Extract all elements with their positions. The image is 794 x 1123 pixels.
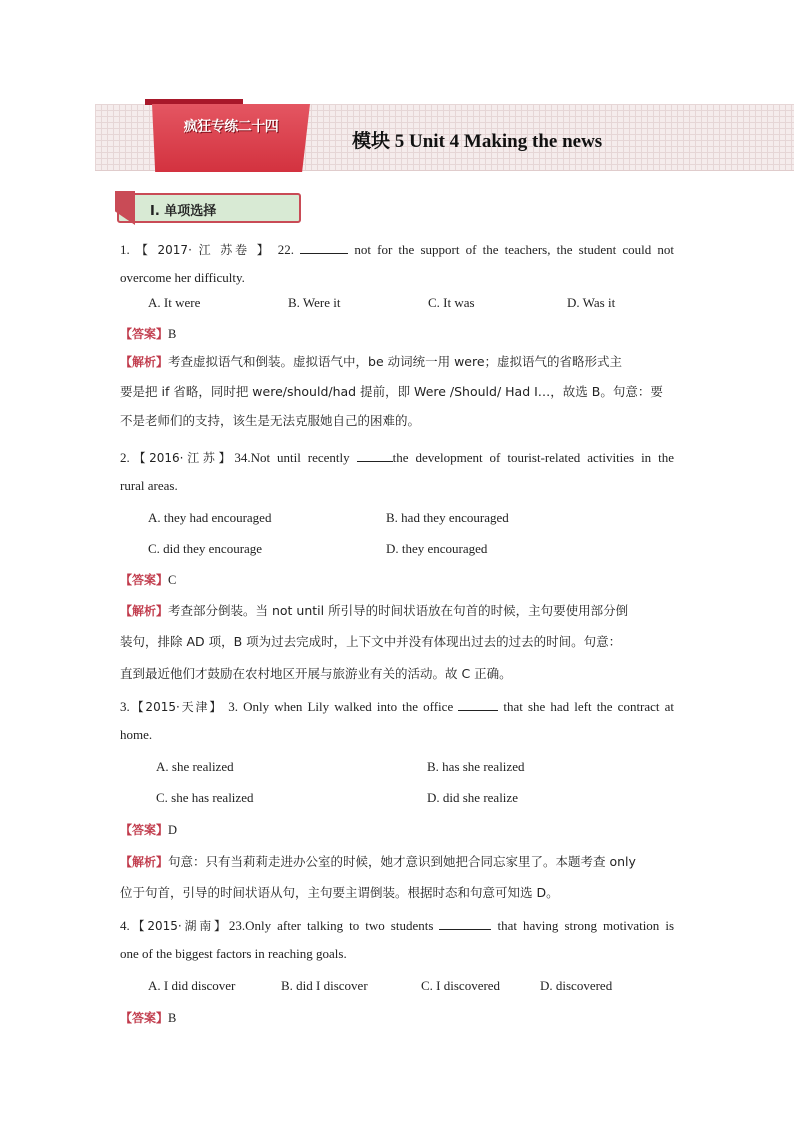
question-text: the development of tourist-related activities in the [392, 450, 675, 465]
option-c: C. I discovered [421, 978, 501, 993]
analysis-label: 【解析】 [120, 604, 169, 618]
answer-line [120, 822, 674, 838]
question-original-number: 34. [234, 450, 251, 465]
option-b: B. has she realized [427, 759, 525, 774]
option-d: D. did she realize [427, 790, 518, 805]
answer-value: B [168, 1011, 177, 1025]
answer-line [120, 572, 674, 588]
question-2-line-1 [120, 449, 674, 466]
question-number: 2. [120, 450, 130, 465]
question-source: 【2015·天津】 [129, 700, 224, 714]
answer-blank [458, 698, 498, 711]
question-2-line-2: rural areas. [120, 478, 178, 493]
answer-blank [439, 917, 491, 930]
page-title: 模块 5 Unit 4 Making the news [352, 131, 603, 152]
answer-line [120, 326, 674, 342]
answer-value: B [168, 327, 177, 341]
analysis-label: 【解析】 [120, 355, 169, 369]
question-original-number: 3. [228, 699, 239, 714]
question-text: Only when Lily walked into the office [243, 699, 454, 714]
answer-value: D [168, 823, 178, 837]
answer-blank [357, 449, 393, 462]
question-text: Not until recently [250, 450, 350, 465]
option-c: C. It was [428, 295, 475, 310]
answer-blank [300, 241, 348, 254]
analysis-label: 【解析】 [120, 855, 169, 869]
question-source: 【2015·湖南】 [129, 919, 229, 933]
analysis-line: 位于句首，引导的时间状语从句，主句要主谓倒装。根据时态和句意可知选 D。 [120, 885, 559, 900]
option-c: C. she has realized [156, 790, 254, 805]
analysis-line: 不是老师们的支持，该生是无法克服她自己的困难的。 [120, 413, 421, 428]
option-b: B. Were it [288, 295, 341, 310]
answer-label: 【答案】 [120, 1011, 169, 1025]
analysis-line: 要是把 if 省略，同时把 were/should/had 提前，即 Were /Should/ Had I…，故选 B。句意：要 [120, 384, 663, 399]
question-1-line-2: overcome her difficulty. [120, 270, 245, 285]
analysis-line [120, 354, 674, 370]
option-a: A. It were [148, 295, 201, 310]
question-text: not for the support of the teachers, the student could not [354, 242, 675, 257]
option-a: A. she realized [156, 759, 234, 774]
question-original-number: 23. [228, 918, 246, 933]
question-original-number: 22. [277, 242, 295, 257]
answer-value: C [168, 573, 177, 587]
question-source: 【2016·江苏】 [129, 451, 235, 465]
analysis-line: 直到最近他们才鼓励在农村地区开展与旅游业有关的活动。故 C 正确。 [120, 666, 512, 681]
option-d: D. Was it [567, 295, 616, 310]
answer-label: 【答案】 [120, 573, 169, 587]
question-source: 【 2017· 江 苏卷 】 [135, 243, 272, 257]
question-3-line-1 [120, 698, 674, 715]
question-text: that having strong motivation is [497, 918, 675, 933]
question-3-line-2: home. [120, 727, 153, 742]
ribbon-banner [152, 104, 310, 172]
option-a: A. I did discover [148, 978, 236, 993]
question-number: 4. [120, 918, 130, 933]
question-number: 3. [120, 699, 130, 714]
option-d: D. discovered [540, 978, 613, 993]
question-4-line-1 [120, 917, 674, 934]
analysis-text: 考查虚拟语气和倒装。虚拟语气中，be 动词统一用 were；虚拟语气的省略形式主 [168, 354, 623, 369]
analysis-line [120, 854, 674, 870]
section-label: Ⅰ. 单项选择 [150, 204, 217, 219]
analysis-text: 句意：只有当莉莉走进办公室的时候，她才意识到她把合同忘家里了。本题考查 only [168, 854, 636, 869]
option-d: D. they encouraged [386, 541, 488, 556]
answer-label: 【答案】 [120, 823, 169, 837]
analysis-line: 装句，排除 AD 项，B 项为过去完成时，上下文中并没有体现出过去的过去的时间。句意： [120, 634, 622, 649]
analysis-text: 考查部分倒装。当 not until 所引导的时间状语放在句首的时候，主句要使用部分倒 [168, 603, 629, 618]
option-c: C. did they encourage [148, 541, 263, 556]
question-text: that she had left the contract at [503, 699, 675, 714]
question-text: Only after talking to two students [245, 918, 434, 933]
option-b: B. had they encouraged [386, 510, 509, 525]
answer-label: 【答案】 [120, 327, 169, 341]
question-1-line-1 [120, 241, 674, 258]
option-b: B. did I discover [281, 978, 368, 993]
ribbon-text: 疯狂专练二十四 [183, 119, 279, 135]
analysis-line [120, 603, 674, 619]
option-a: A. they had encouraged [148, 510, 272, 525]
answer-line [120, 1010, 674, 1026]
question-number: 1. [120, 242, 130, 257]
question-4-line-2: one of the biggest factors in reaching goals. [120, 946, 347, 961]
